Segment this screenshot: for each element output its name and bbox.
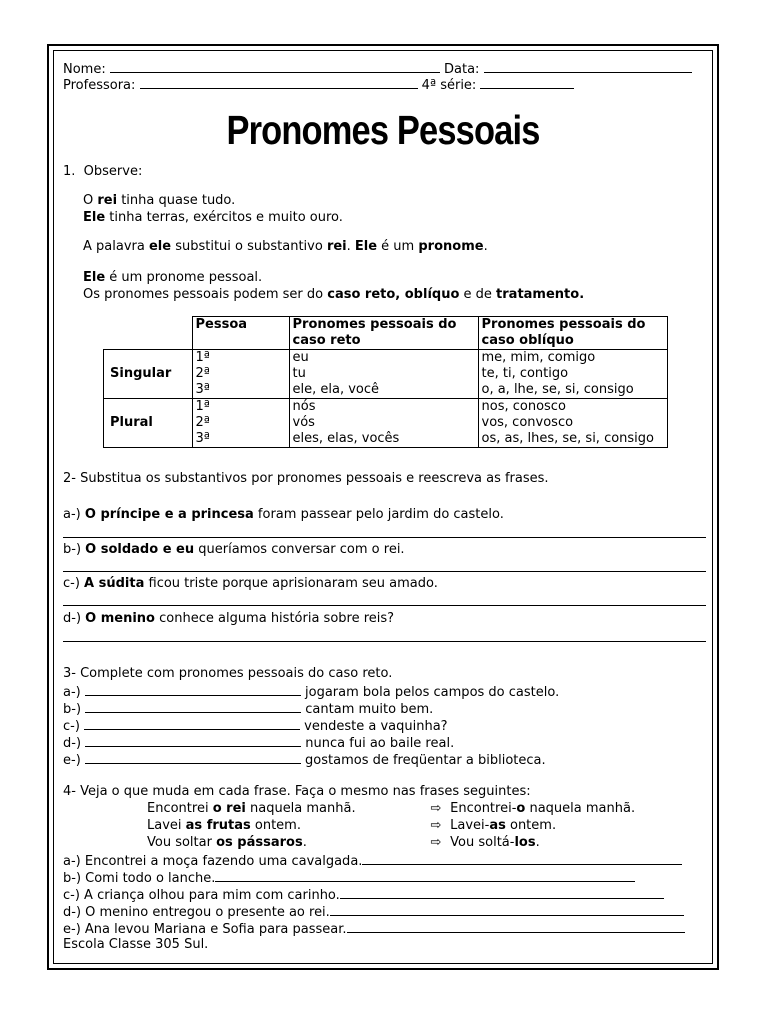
answer-line[interactable] (63, 641, 706, 642)
answer-line[interactable] (63, 605, 706, 606)
obliquo-cell: nos, conosco vos, convosco os, as, lhes, se, si, consigo (478, 399, 667, 448)
observe-line-3: A palavra ele substitui o substantivo rei. Ele é um pronome. (83, 239, 488, 254)
reto-cell: eu tu ele, ela, você (289, 350, 478, 399)
example-right-2: ⇨ Lavei-as ontem. (426, 818, 556, 834)
header-pessoa: Pessoa (192, 317, 289, 350)
example-right-1: ⇨ Encontrei-o naquela manhã. (426, 801, 635, 817)
section3-heading: 3- Complete com pronomes pessoais do caso reto. (63, 666, 393, 681)
right-arrow-icon: ⇨ (430, 818, 442, 833)
group-label-singular: Singular (104, 350, 193, 399)
section4-item-a: a-) Encontrei a moça fazendo uma cavalgada. (63, 852, 682, 870)
serie-blank[interactable] (480, 76, 574, 89)
section4-item-e: e-) Ana levou Mariana e Sofia para passear. (63, 920, 685, 938)
header-caso-reto: Pronomes pessoais do caso reto (289, 317, 478, 350)
section4-item-d: d-) O menino entregou o presente ao rei. (63, 903, 684, 921)
fill-blank[interactable] (85, 734, 301, 747)
group-label-plural: Plural (104, 399, 193, 448)
observe-line-2: Ele tinha terras, exércitos e muito ouro. (83, 210, 343, 225)
section3-item-e: e-) gostamos de freqüentar a biblioteca. (63, 753, 546, 768)
reto-cell: nós vós eles, elas, vocês (289, 399, 478, 448)
observe-line-4: Ele é um pronome pessoal. (83, 270, 263, 285)
professora-blank[interactable] (140, 76, 418, 89)
section3-item-a: a-) jogaram bola pelos campos do castelo. (63, 685, 560, 700)
section3-item-c: c-) vendeste a vaquinha? (63, 719, 448, 734)
page-title: Pronomes Pessoais (226, 107, 540, 153)
example-right-3: ⇨ Vou soltá-los. (426, 835, 540, 851)
fill-blank[interactable] (85, 751, 301, 764)
header-caso-obliquo: Pronomes pessoais do caso oblíquo (478, 317, 667, 350)
answer-blank[interactable] (215, 869, 635, 882)
professora-label: Professora: (63, 78, 136, 93)
persons-cell: 1ª 2ª 3ª (192, 399, 289, 448)
answer-line[interactable] (63, 537, 706, 538)
obliquo-cell: me, mim, comigo te, ti, contigo o, a, lhe, se, si, consigo (478, 350, 667, 399)
persons-cell: 1ª 2ª 3ª (192, 350, 289, 399)
table-row-plural (104, 399, 668, 448)
answer-blank[interactable] (340, 886, 664, 899)
answer-blank[interactable] (347, 920, 685, 933)
data-blank[interactable] (484, 60, 692, 73)
table-row-singular (104, 350, 668, 399)
example-left-2: Lavei as frutas ontem. (147, 818, 301, 833)
right-arrow-icon: ⇨ (430, 835, 442, 850)
section2-heading: 2- Substitua os substantivos por pronomes pessoais e reescreva as frases. (63, 471, 549, 486)
nome-label: Nome: (63, 62, 106, 77)
school-footer: Escola Classe 305 Sul. (63, 937, 209, 952)
section4-heading: 4- Veja o que muda em cada frase. Faça o mesmo nas frases seguintes: (63, 784, 531, 799)
worksheet-frame (47, 44, 719, 970)
observe-line-1: O rei tinha quase tudo. (83, 193, 236, 208)
section3-item-d: d-) nunca fui ao baile real. (63, 736, 455, 751)
serie-label: 4ª série: (421, 78, 477, 93)
data-label: Data: (444, 62, 480, 77)
answer-blank[interactable] (330, 903, 684, 916)
answer-blank[interactable] (362, 852, 682, 865)
section2-item-a: a-) O príncipe e a princesa foram passear pelo jardim do castelo. (63, 507, 504, 522)
right-arrow-icon: ⇨ (430, 801, 442, 816)
example-left-1: Encontrei o rei naquela manhã. (147, 801, 356, 816)
section4-item-b: b-) Comi todo o lanche. (63, 869, 635, 887)
section2-item-d: d-) O menino conhece alguma história sobre reis? (63, 611, 395, 626)
professora-line (63, 76, 574, 94)
worksheet-inner-border (53, 50, 713, 964)
table-header-row (104, 317, 668, 350)
fill-blank[interactable] (85, 683, 301, 696)
fill-blank[interactable] (85, 700, 301, 713)
section4-item-c: c-) A criança olhou para mim com carinho. (63, 886, 664, 904)
observe-line-5: Os pronomes pessoais podem ser do caso reto, oblíquo e de tratamento. (83, 287, 585, 302)
answer-line[interactable] (63, 571, 706, 572)
fill-blank[interactable] (84, 717, 300, 730)
section3-item-b: b-) cantam muito bem. (63, 702, 434, 717)
example-left-3: Vou soltar os pássaros. (147, 835, 307, 850)
section2-item-c: c-) A súdita ficou triste porque aprisionaram seu amado. (63, 576, 438, 591)
pronouns-table (103, 316, 668, 448)
section2-item-b: b-) O soldado e eu queríamos conversar com o rei. (63, 542, 405, 557)
section1-heading: 1. Observe: (63, 164, 143, 179)
nome-blank[interactable] (110, 60, 440, 73)
